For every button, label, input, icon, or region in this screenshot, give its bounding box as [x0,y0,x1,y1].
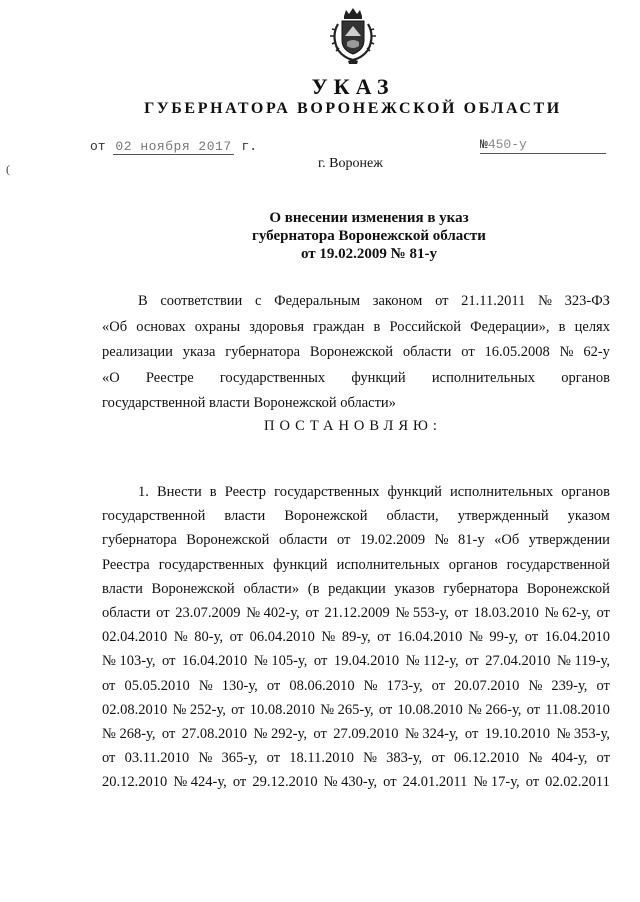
text-word: «Об [102,318,128,335]
text-word: государственной [102,508,206,525]
text-word: в [558,318,566,335]
text-word: губернатора [443,580,519,597]
text-word: от [102,677,116,694]
text-word: органов [448,556,498,573]
text-word: № [198,677,213,694]
text-word: Воронежской [186,532,270,549]
text-word: № 353-у, [556,725,610,742]
text-word: от [526,701,540,718]
text-word: 06.04.2010 [249,629,315,646]
text-word: от [229,629,243,646]
text-word: 10.08.2010 [249,701,315,718]
text-line [102,391,610,417]
text-word: здоровья [249,318,304,335]
text-word: № 103-у, [102,653,156,670]
text-word: функций [351,369,406,386]
text-word: власти [224,508,266,525]
coat-of-arms-icon [322,6,384,68]
text-word: 16.04.2010 [182,653,248,670]
text-word: 16.05.2008 [484,344,550,361]
text-word: от [461,344,475,361]
text-word: (в [307,580,320,597]
text-word: от [162,653,176,670]
text-word: государственных [219,369,326,386]
text-word: от [464,725,479,742]
text-word: № [528,677,543,694]
text-word: от [313,653,328,670]
text-word: в [209,484,217,500]
text-word: от [102,750,116,767]
text-line [102,746,610,770]
text-word: № 402-у, [246,604,300,621]
text-word: 323-ФЗ [564,293,610,309]
text-word: утверждении [528,532,610,549]
text-word: 27.09.2010 [333,725,399,742]
text-word: 18.11.2010 [289,750,354,767]
text-word: государственных [274,484,380,500]
text-word: от [431,677,446,694]
text-line [102,289,610,315]
text-word: В [138,293,148,309]
text-word: с [255,293,262,309]
text-word: 365-у, [221,750,258,767]
text-word: № [559,344,574,361]
text-word: утвержденный [457,508,549,525]
text-word: от [232,774,247,791]
text-word: от [156,604,170,621]
text-word: № [363,677,378,694]
text-word: от [596,750,610,767]
text-word: № 105-у, [253,653,308,670]
text-word: от [266,750,281,767]
text-word: исполнительных [336,556,440,573]
text-word: 02.02.2011 [545,774,610,791]
text-line [102,340,610,366]
text-word: № 62-у, [544,604,591,621]
text-word: от [596,604,610,621]
text-word: Российской [389,318,461,335]
text-word: 62-у [583,344,610,361]
text-word: от [378,701,393,718]
text-word: области» [243,580,300,597]
text-word: государственных [158,556,265,573]
text-word: Воронежской [284,508,368,525]
text-word: № [363,750,377,767]
subject-line: губернатора Воронежской области [252,228,486,244]
text-word: 06.12.2010 [453,750,520,767]
text-word: 03.11.2010 [124,750,190,767]
text-line [102,577,610,601]
text-word: реализации [102,344,173,361]
text-word: 20.12.2010 [102,774,168,791]
text-word: Внести [156,484,202,500]
text-word: 05.05.2010 [124,677,190,694]
text-word: «Об [494,532,520,549]
text-line [102,649,610,673]
date-value: 02 ноября 2017 [115,139,232,154]
text-word: № 430-у, [323,774,378,791]
text-word: 18.03.2010 [473,604,539,621]
text-word: 16.04.2010 [397,629,463,646]
text-word: области [278,532,328,549]
margin-mark: ( [6,162,10,176]
decree-date [90,139,257,154]
text-line [102,601,610,625]
text-word: от [465,653,479,670]
decree-heading: ПОСТАНОВЛЯЮ: [264,418,442,434]
document-title: УКАЗ [311,74,395,99]
text-word: соответствии [160,293,243,309]
city: г. Воронеж [318,156,383,171]
document-issuer: ГУБЕРНАТОРА ВОРОНЕЖСКОЙ ОБЛАСТИ [144,100,562,117]
text-word: № 119-у, [557,653,610,670]
text-word: 130-у, [221,677,258,694]
text-word: № [468,629,483,646]
text-word: исполнительных [431,369,536,386]
text-word: 99-у, [489,629,519,646]
text-word: губернатора [225,344,301,361]
text-line [102,722,610,746]
text-word: 24.01.2011 [402,774,468,791]
text-word: 173-у, [386,677,423,694]
text-line [102,528,610,552]
text-word: 239-у, [551,677,588,694]
text-word: «О [102,369,120,386]
text-word: 02.08.2010 [102,701,168,718]
date-suffix: г. [241,139,258,154]
text-line [102,625,610,649]
text-word: органов [561,369,610,386]
text-word: Федерации», [470,318,550,335]
text-word: редакции [328,580,386,597]
text-word: в [373,318,381,335]
text-word: граждан [313,318,365,335]
text-line [102,504,610,528]
text-word: № [173,629,188,646]
text-word: № 292-у, [253,725,307,742]
preamble-paragraph [102,289,610,417]
number-value: 450-у [487,137,527,152]
text-word: 383-у, [386,750,423,767]
text-word: от [596,677,610,694]
text-line [102,366,610,392]
text-word: исполнительных [449,484,554,500]
text-word: охраны [194,318,241,335]
number-prefix: № [480,137,488,152]
text-word: 29.12.2010 [252,774,318,791]
text-word: 02.04.2010 [102,629,168,646]
date-prefix: от [90,139,106,154]
text-word: № 268-у, [102,725,156,742]
text-word: 16.04.2010 [544,629,610,646]
text-word: 10.08.2010 [397,701,463,718]
text-word: № [198,750,213,767]
text-word: 19.10.2010 [484,725,550,742]
text-word: от [161,725,176,742]
text-word: 11.08.2010 [545,701,610,718]
text-word: 23.07.2009 [175,604,241,621]
text-word: Реестре [145,369,194,386]
text-word: № 112-у, [405,653,459,670]
text-line [102,698,610,722]
text-word: 27.08.2010 [181,725,248,742]
text-word: № [528,750,543,767]
text-word: Федеральным [274,293,361,309]
text-word: 27.04.2010 [485,653,551,670]
point-1-paragraph [102,480,610,794]
text-word: целях [574,318,610,335]
text-word: от [454,604,468,621]
text-word: законом [372,293,423,309]
text-word: органов [561,484,610,500]
text-word: 19.04.2010 [333,653,400,670]
text-word: Воронежской [526,580,610,597]
text-word: государственной власти Воронежской области» [102,395,396,412]
text-word: 21.11.2011 [461,293,526,309]
subject-line: О внесении изменения в указ [269,210,469,226]
text-word: функций [273,556,328,573]
text-word: указом [567,508,610,525]
decree-number [480,137,606,154]
text-line [102,770,610,794]
text-word: от [524,629,539,646]
text-word: 1. [138,484,149,500]
text-word: губернатора [102,532,177,549]
text-word: Реестр [224,484,267,500]
text-word: указов [394,580,435,597]
text-word: от [431,750,445,767]
text-word: от [313,725,327,742]
text-word: от [383,774,397,791]
text-word: функций [387,484,442,500]
text-word: № 252-у, [172,701,226,718]
text-line [102,553,610,577]
text-word: Воронежской [151,580,235,597]
text-word: Реестра [102,556,150,573]
text-word: 80-у, [194,629,224,646]
text-word: от [305,604,319,621]
text-word: 19.02.2009 [359,532,426,549]
text-line [102,674,610,698]
text-word: 404-у, [551,750,588,767]
text-word: основах [136,318,186,335]
text-word: № 266-у, [467,701,522,718]
text-word: от [336,532,351,549]
text-word: области [402,344,452,361]
subject-line: от 19.02.2009 № 81-у [301,246,437,262]
text-word: от [525,774,540,791]
decree-subject [196,209,542,263]
text-line [102,315,610,341]
text-word: № 265-у, [320,701,374,718]
text-word: от [266,677,281,694]
text-word: от [377,629,391,646]
text-word: № [538,293,552,309]
text-word: государственной [506,556,610,573]
text-word: от [231,701,245,718]
text-word: № [321,629,336,646]
text-word: власти [102,580,143,597]
text-word: 20.07.2010 [454,677,520,694]
text-word: от [435,293,449,309]
text-word: области [102,604,151,621]
text-word: 21.12.2009 [324,604,390,621]
text-word: № 424-у, [173,774,227,791]
text-word: № 553-у, [395,604,449,621]
text-word: области, [386,508,439,525]
text-word: № 17-у, [473,774,520,791]
text-line [102,480,610,504]
text-word: № 324-у, [404,725,459,742]
text-word: 08.06.2010 [289,677,355,694]
text-word: Воронежской [309,344,394,361]
text-word: № [434,532,449,549]
text-word: 89-у, [341,629,371,646]
text-word: 81-у [458,532,485,549]
text-word: указа [182,344,216,361]
